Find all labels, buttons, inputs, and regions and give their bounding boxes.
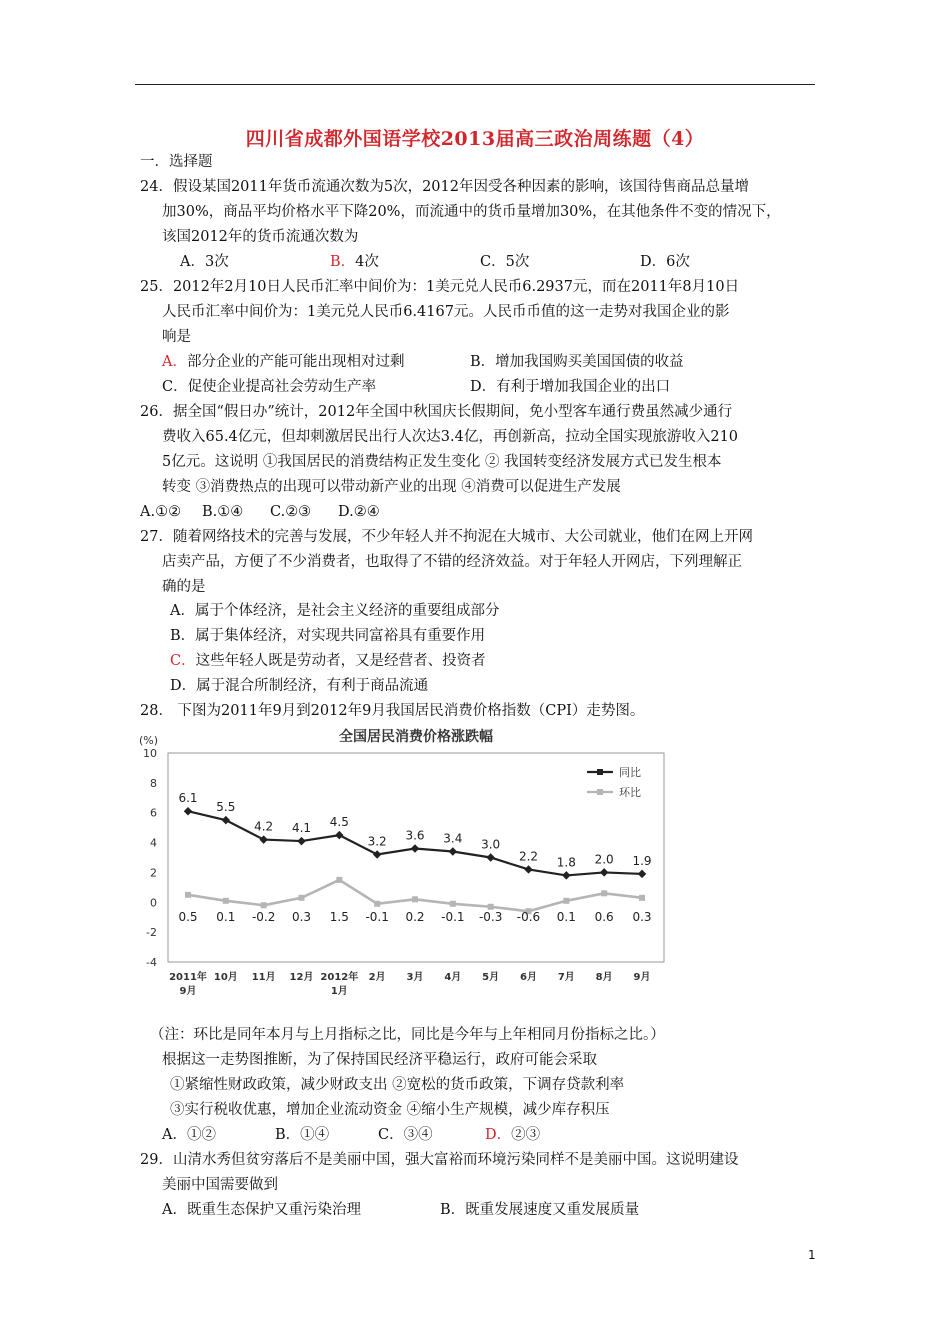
q24-option-a: A．3次 <box>180 254 229 270</box>
q28-option-b: B．①④ <box>275 1127 330 1143</box>
q27-line-1: 27．随着网络技术的完善与发展，不少年轻人并不拘泥在大城市、大公司就业，他们在网上开网 <box>140 529 753 545</box>
q28-line-3: ①紧缩性财政政策，减少财政支出 ②宽松的货币政策，下调存贷款利率 <box>170 1077 625 1093</box>
series-point-环比 <box>261 902 267 908</box>
y-axis-unit: (%) <box>139 734 159 747</box>
data-label-环比: 0.3 <box>291 910 312 924</box>
data-label-环比: -0.2 <box>251 910 276 924</box>
data-label-同比: 2.2 <box>518 849 539 864</box>
q28-option-c: C．③④ <box>378 1127 433 1143</box>
q25-option-a: A．部分企业的产能可能出现相对过剩 <box>162 354 405 370</box>
q27-option-a: A．属于个体经济，是社会主义经济的重要组成部分 <box>170 603 500 619</box>
q29-line-1: 29．山清水秀但贫穷落后不是美丽中国，强大富裕而环境污染同样不是美丽中国。这说明建设 <box>140 1152 739 1168</box>
series-point-环比 <box>299 895 305 901</box>
data-label-同比: 1.8 <box>556 855 576 870</box>
page-title: 四川省成都外国语学校2013届高三政治周练题（4） <box>245 128 705 150</box>
x-tick-label: 2012年 <box>320 972 359 983</box>
series-point-环比 <box>185 892 191 898</box>
data-label-同比: 4.1 <box>291 821 312 836</box>
y-tick-label: 6 <box>150 806 157 820</box>
y-tick-label: 4 <box>150 836 157 850</box>
data-label-同比: 4.2 <box>254 819 274 834</box>
x-tick-label: 9月 <box>633 972 651 983</box>
data-label-同比: 2.0 <box>594 852 614 867</box>
data-label-同比: 4.5 <box>329 815 349 830</box>
x-tick-label: 5月 <box>482 972 500 983</box>
q24-line-3: 该国2012年的货币流通次数为 <box>162 229 359 245</box>
series-point-环比 <box>336 877 342 883</box>
data-label-环比: 0.1 <box>216 910 236 924</box>
x-tick-label: 2月 <box>368 972 386 983</box>
q27-line-2: 店卖产品，方便了不少消费者，也取得了不错的经济效益。对于年轻人开网店，下列理解正 <box>162 554 742 570</box>
q26-option-b: B.①④ <box>202 504 244 520</box>
legend-marker-同比 <box>597 769 603 775</box>
y-tick-label: -4 <box>146 956 157 969</box>
x-tick-label: 2011年 <box>169 972 207 983</box>
data-label-同比: 3.2 <box>367 834 387 849</box>
q27-option-c: C．这些年轻人既是劳动者，又是经营者、投资者 <box>170 653 486 669</box>
data-label-同比: 1.9 <box>632 853 652 868</box>
q24-option-b: B．4次 <box>330 254 379 270</box>
legend-label-同比: 同比 <box>619 766 641 779</box>
q28-option-d: D．②③ <box>485 1127 541 1143</box>
plot-frame <box>168 753 664 962</box>
section-heading: 一．选择题 <box>140 154 213 170</box>
q27-option-b: B．属于集体经济，对实现共同富裕具有重要作用 <box>170 628 486 644</box>
data-label-同比: 3.6 <box>405 828 425 843</box>
data-label-环比: 0.5 <box>178 910 198 924</box>
x-tick-label: 10月 <box>213 972 238 983</box>
q28-note: （注：环比是同年本月与上月指标之比，同比是今年与上年相同月份指标之比。） <box>150 1027 665 1043</box>
data-label-同比: 6.1 <box>178 791 198 806</box>
data-label-同比: 3.4 <box>443 831 463 846</box>
q29-option-b: B．既重发展速度又重发展质量 <box>440 1202 640 1218</box>
y-tick-label: 0 <box>150 896 157 910</box>
series-point-环比 <box>601 890 607 896</box>
q28-option-a: A．①② <box>162 1127 216 1143</box>
q27-line-3: 确的是 <box>162 579 206 595</box>
legend-marker-环比 <box>597 789 603 795</box>
q27-option-d: D．属于混合所制经济，有利于商品流通 <box>170 678 429 694</box>
series-point-环比 <box>450 901 456 907</box>
y-tick-label: 10 <box>143 747 157 760</box>
q26-line-4: 转变 ③消费热点的出现可以带动新产业的出现 ④消费可以促进生产发展 <box>162 479 621 495</box>
q25-line-1: 25．2012年2月10日人民币汇率中间价为：1美元兑人民币6.2937元，而在2011年8月10日 <box>140 279 740 295</box>
q25-option-b: B．增加我国购买美国国债的收益 <box>470 354 684 370</box>
data-label-环比: 0.6 <box>594 910 614 924</box>
page-number: 1 <box>808 1248 816 1262</box>
q24-option-c: C．5次 <box>480 254 530 270</box>
series-point-环比 <box>223 898 229 904</box>
q24-option-d: D．6次 <box>640 254 690 270</box>
q24-line-1: 24．假设某国2011年货币流通次数为5次，2012年因受各种因素的影响，该国待售商品总量增 <box>140 179 749 195</box>
q26-option-a: A.①② <box>140 504 182 520</box>
q29-option-a: A．既重生态保护又重污染治理 <box>162 1202 361 1218</box>
q28-line-4: ③实行税收优惠，增加企业流动资金 ④缩小生产规模，减少库存积压 <box>170 1102 610 1118</box>
x-tick-label: 8月 <box>595 972 613 983</box>
q26-line-2: 费收入65.4亿元，但却刺激居民出行人次达3.4亿，再创新高，拉动全国实现旅游收入210 <box>162 429 739 445</box>
y-tick-label: 8 <box>150 776 157 790</box>
data-label-环比: 0.2 <box>405 910 425 924</box>
q29-line-2: 美丽中国需要做到 <box>162 1177 278 1193</box>
data-label-环比: -0.6 <box>516 910 541 924</box>
x-tick-label: 3月 <box>406 972 424 983</box>
chart-title: 全国居民消费价格涨跌幅 <box>339 729 493 745</box>
q25-option-c: C．促使企业提高社会劳动生产率 <box>162 379 377 395</box>
q25-line-3: 响是 <box>162 329 191 345</box>
data-label-环比: 0.1 <box>556 910 576 924</box>
data-label-环比: 0.3 <box>632 910 652 924</box>
q28-line-2: 根据这一走势图推断，为了保持国民经济平稳运行，政府可能会采取 <box>162 1052 597 1068</box>
q26-option-d: D.②④ <box>338 504 380 520</box>
x-tick-label: 4月 <box>444 972 462 983</box>
y-tick-label: -2 <box>146 926 157 940</box>
cpi-line-chart <box>135 722 670 1012</box>
series-point-环比 <box>563 898 569 904</box>
x-tick-label: 9月 <box>179 986 197 997</box>
data-label-环比: -0.3 <box>478 910 503 924</box>
q26-line-3: 5亿元。这说明 ①我国居民的消费结构正发生变化 ② 我国转变经济发展方式已发生根本 <box>162 454 722 470</box>
data-label-环比: 1.5 <box>329 910 349 924</box>
x-tick-label: 6月 <box>520 972 537 983</box>
series-point-环比 <box>374 901 380 907</box>
x-tick-label: 1月 <box>330 986 348 997</box>
header-rule <box>135 84 815 85</box>
q26-option-c: C.②③ <box>270 504 312 520</box>
legend-label-环比: 环比 <box>619 786 641 799</box>
x-tick-label: 11月 <box>251 972 276 983</box>
series-point-环比 <box>488 904 494 910</box>
q26-line-1: 26．据全国“假日办”统计，2012年全国中秋国庆长假期间，免小型客车通行费虽然减少通行 <box>140 404 733 420</box>
x-tick-label: 12月 <box>289 972 314 983</box>
q25-option-d: D．有利于增加我国企业的出口 <box>470 379 671 395</box>
x-tick-label: 7月 <box>557 972 575 983</box>
series-point-环比 <box>412 896 418 902</box>
data-label-环比: -0.1 <box>365 910 389 924</box>
y-tick-label: 2 <box>150 866 157 880</box>
data-label-同比: 3.0 <box>481 837 501 852</box>
data-label-同比: 5.5 <box>216 800 236 815</box>
q24-line-2: 加30%，商品平均价格水平下降20%，而流通中的货币量增加30%，在其他条件不变的情况下， <box>162 204 781 220</box>
data-label-环比: -0.1 <box>441 910 465 924</box>
q28-line-1: 28． 下图为2011年9月到2012年9月我国居民消费价格指数（CPI）走势图。 <box>140 703 645 719</box>
q25-line-2: 人民币汇率中间价为：1美元兑人民币6.4167元。人民币币值的这一走势对我国企业的影 <box>162 304 730 320</box>
series-point-环比 <box>639 895 645 901</box>
